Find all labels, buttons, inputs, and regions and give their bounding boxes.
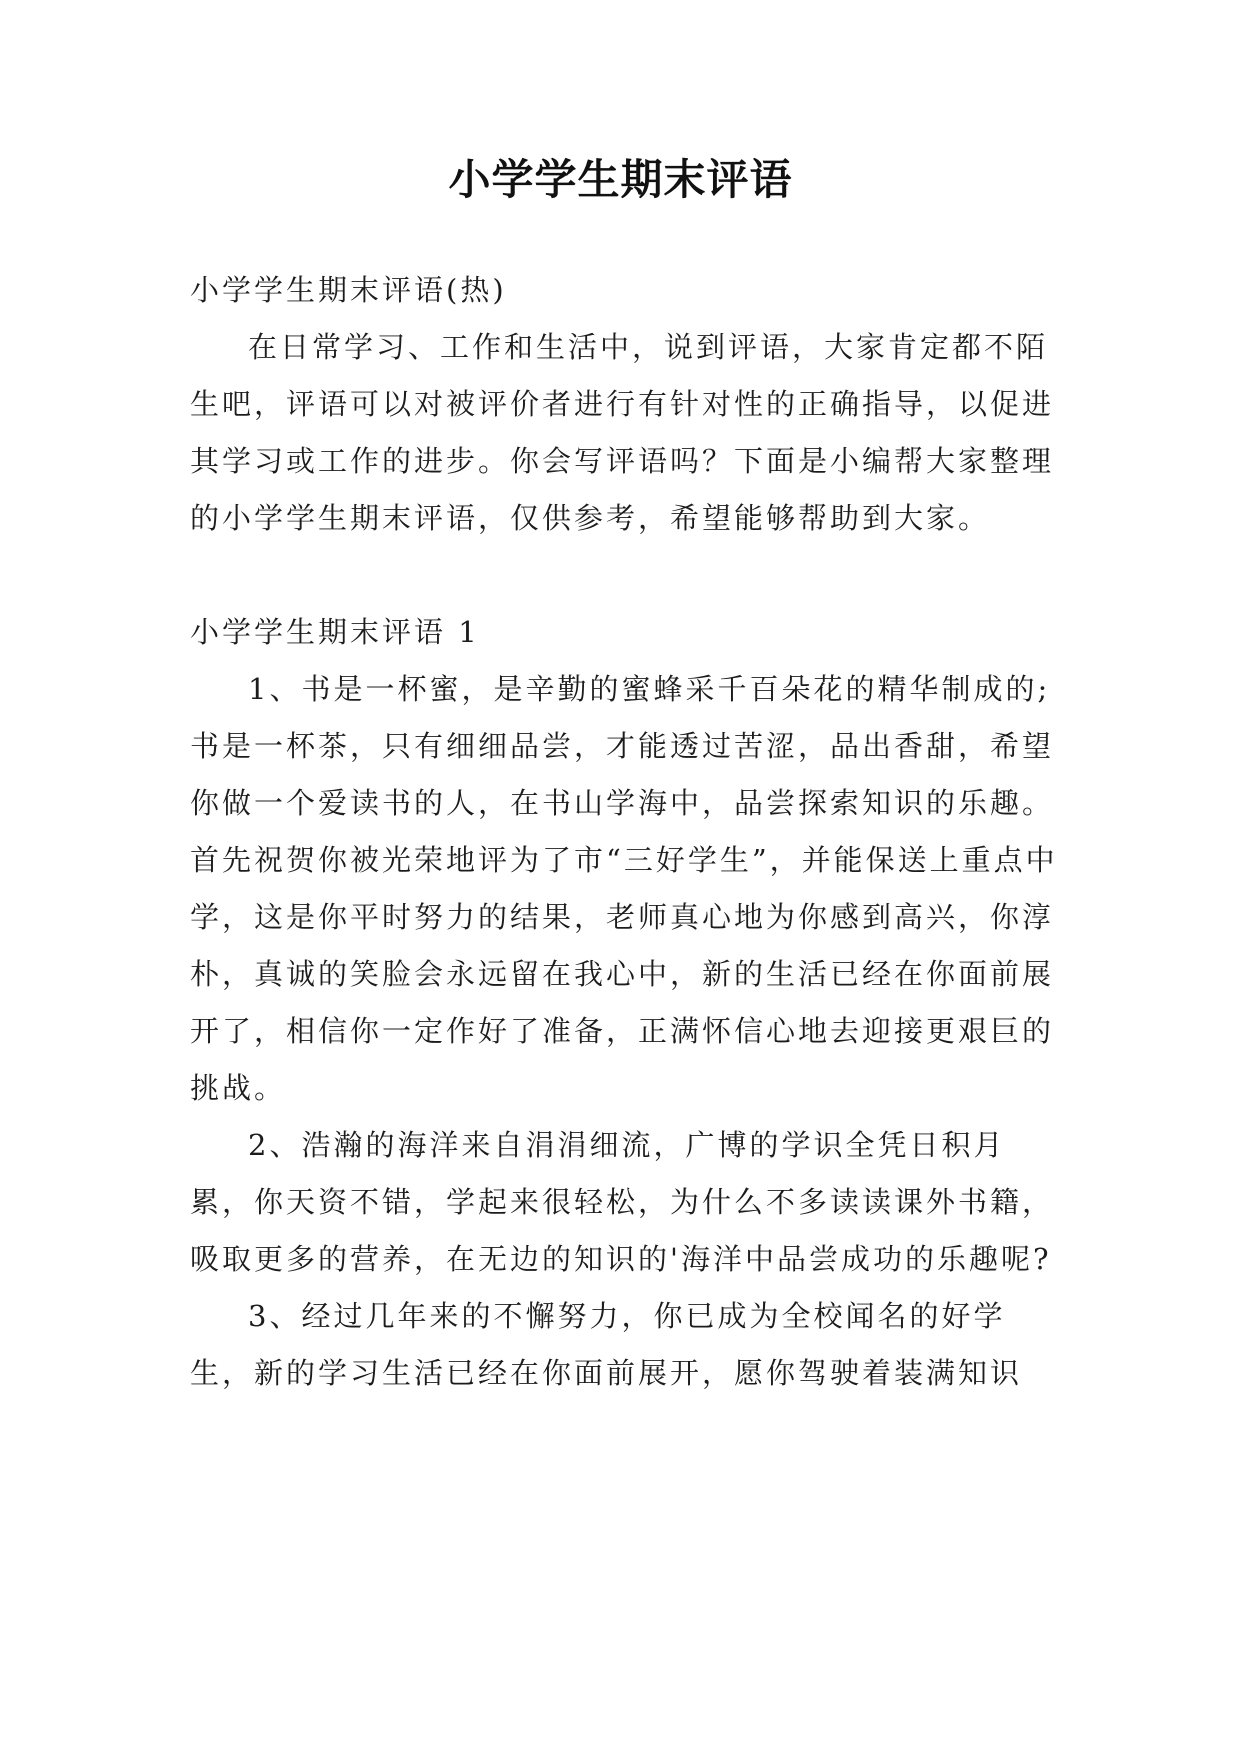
comment-item: 1、书是一杯蜜，是辛勤的蜜蜂采千百朵花的精华制成的;书是一杯茶，只有细细品尝，才能透过苦涩，品出香甜，希望你做一个爱读书的人，在书山学海中，品尝探索知识的乐趣。首先祝贺你被光荣地评为了市“三好学生”，并能保送上重点中学，这是你平时努力的结果，老师真心地为你感到高兴，你淳朴，真诚的笑脸会永远留在我心中，新的生活已经在你面前展开了，相信你一定作好了准备，正满怀信心地去迎接更艰巨的挑战。: [190, 672, 1058, 1105]
comment-item: 3、经过几年来的不懈努力，你已成为全校闻名的好学生，新的学习生活已经在你面前展开，愿你驾驶着装满知识: [190, 1299, 1023, 1390]
subtitle: 小学学生期末评语(热): [190, 273, 507, 307]
section-heading: 小学学生期末评语 1: [190, 615, 480, 649]
comment-item: 2、浩瀚的海洋来自涓涓细流，广博的学识全凭日积月累，你天资不错，学起来很轻松，为什么不多读读课外书籍，吸取更多的营养，在无边的知识的'海洋中品尝成功的乐趣呢?: [190, 1128, 1055, 1276]
paragraph-gap: [190, 547, 1060, 604]
document-body: [190, 262, 1060, 1402]
intro-paragraph: 在日常学习、工作和生活中，说到评语，大家肯定都不陌生吧，评语可以对被评价者进行有针对性的正确指导，以促进其学习或工作的进步。你会写评语吗？下面是小编帮大家整理的小学学生期末评语，仅供参考，希望能够帮助到大家。: [190, 330, 1055, 535]
document-title: 小学学生期末评语: [448, 155, 793, 204]
